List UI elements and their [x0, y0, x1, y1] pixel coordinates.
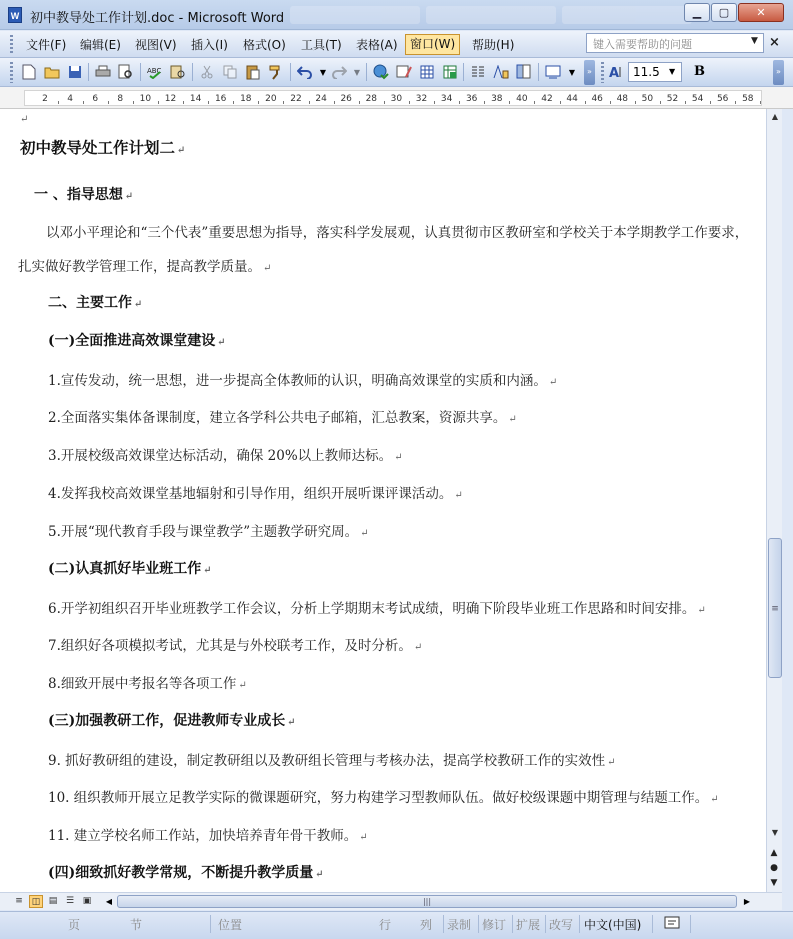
- list-item: 8.细致开展中考报名等各项工作 ↵: [48, 676, 247, 692]
- new-document-icon[interactable]: [20, 63, 38, 81]
- scroll-right-arrow[interactable]: ▶: [743, 897, 751, 906]
- ruler-tick: [309, 101, 310, 104]
- status-separator: [443, 915, 444, 933]
- print-preview-icon[interactable]: [117, 63, 135, 81]
- ruler-tick: [283, 101, 284, 104]
- menu-view[interactable]: 视图(V): [135, 38, 177, 52]
- font-style-icon[interactable]: [608, 63, 626, 81]
- normal-view-icon[interactable]: ≡: [15, 896, 23, 906]
- ruler-tick: [760, 101, 761, 104]
- toolbar-separator: [88, 63, 89, 81]
- status-separator: [478, 915, 479, 933]
- status-ext[interactable]: 扩展: [516, 918, 541, 932]
- ruler-number: 14: [189, 94, 202, 104]
- toolbar-separator: [140, 63, 141, 81]
- ruler-number: 24: [315, 94, 327, 104]
- scroll-left-arrow[interactable]: ◀: [105, 897, 113, 906]
- ruler-number: 2: [42, 94, 48, 104]
- bold-button[interactable]: B: [694, 64, 705, 79]
- outline-view-icon[interactable]: ☰: [65, 896, 75, 906]
- ruler-number: 56: [716, 94, 729, 104]
- browse-object-icon[interactable]: ●: [770, 863, 778, 873]
- tables-borders-icon[interactable]: [395, 63, 413, 81]
- ruler-number: 42: [541, 94, 553, 104]
- undo-icon[interactable]: [296, 63, 314, 81]
- ruler-tick: [183, 101, 184, 104]
- menu-format[interactable]: 格式(O): [243, 38, 286, 52]
- document-title: 初中教导处工作计划二 ↵: [20, 138, 186, 157]
- menu-window[interactable]: 窗口(W): [405, 34, 460, 55]
- cut-icon[interactable]: [198, 63, 216, 81]
- ruler-tick: [258, 101, 259, 104]
- toolbar-separator: [538, 63, 539, 81]
- insert-excel-icon[interactable]: [441, 63, 459, 81]
- ruler-tick: [384, 101, 385, 104]
- heading-guiding-thought: 一 、指导思想 ↵: [34, 187, 134, 203]
- ruler-tick: [660, 101, 661, 104]
- status-line: 行: [379, 918, 392, 932]
- grip-handle-icon[interactable]: [10, 35, 13, 55]
- ruler-tick: [233, 101, 234, 104]
- next-page-icon[interactable]: ▼: [770, 878, 778, 888]
- toolbar-options-chevron[interactable]: »: [773, 60, 784, 85]
- insert-table-icon[interactable]: [418, 63, 436, 81]
- ruler-tick: [208, 101, 209, 104]
- ruler-number: 46: [591, 94, 603, 104]
- format-painter-icon[interactable]: [267, 63, 285, 81]
- background-windows: [290, 6, 692, 24]
- ruler-number: 54: [691, 94, 704, 104]
- word-app-icon[interactable]: W: [8, 7, 22, 23]
- menu-tools[interactable]: 工具(T): [301, 38, 342, 52]
- ruler-number: 40: [516, 94, 528, 104]
- status-column: 列: [420, 918, 433, 932]
- document-close-button[interactable]: ×: [769, 35, 780, 50]
- ruler-tick: [434, 101, 435, 104]
- blurred-taskbar-item: [562, 6, 692, 24]
- toolbar-separator: [290, 63, 291, 81]
- ruler-number: 10: [139, 94, 152, 104]
- ruler-number: 44: [566, 94, 578, 104]
- svg-text:ABC: ABC: [147, 67, 162, 75]
- horizontal-scrollbar[interactable]: [103, 895, 753, 908]
- status-page: 页: [68, 918, 81, 932]
- scroll-down-arrow[interactable]: ▼: [771, 828, 779, 837]
- ruler-tick: [459, 101, 460, 104]
- ruler-number: 8: [117, 94, 124, 104]
- spelling-icon[interactable]: [146, 63, 164, 81]
- menu-help[interactable]: 帮助(H): [472, 38, 515, 52]
- spelling-status-icon[interactable]: [664, 915, 682, 934]
- redo-icon[interactable]: [330, 63, 348, 81]
- ruler-tick: [735, 101, 736, 104]
- status-section: 节: [130, 918, 143, 932]
- maximize-button[interactable]: ▢: [711, 3, 737, 22]
- ruler-tick: [409, 101, 410, 104]
- status-separator: [652, 915, 653, 933]
- horizontal-ruler[interactable]: [0, 87, 793, 109]
- ruler-number: 26: [340, 94, 352, 104]
- help-search-input[interactable]: 键入需要帮助的问题: [586, 33, 764, 53]
- ruler-tick: [133, 101, 134, 104]
- list-item: 6.开学初组织召开毕业班教学工作会议，分析上学期期末考试成绩，明确下阶段毕业班工作思路和时间安排。 ↵: [48, 601, 706, 617]
- ruler-number: 22: [290, 94, 302, 104]
- menu-edit[interactable]: 编辑(E): [80, 38, 121, 52]
- vertical-scrollbar[interactable]: [766, 109, 782, 892]
- ruler-tick: [158, 101, 159, 104]
- web-layout-icon[interactable]: ◫: [29, 895, 43, 908]
- save-icon[interactable]: [66, 63, 84, 81]
- document-map-icon[interactable]: [515, 63, 533, 81]
- title-bar: [0, 0, 793, 30]
- font-size-input[interactable]: 11.5: [628, 62, 682, 82]
- menu-insert[interactable]: 插入(I): [191, 38, 228, 52]
- scroll-thumb[interactable]: ≡: [768, 538, 782, 678]
- reading-view-icon[interactable]: ▣: [82, 896, 92, 906]
- status-trk[interactable]: 修订: [482, 918, 507, 932]
- ruler-tick: [635, 101, 636, 104]
- subheading-3: (三)加强教研工作，促进教师专业成长 ↵: [48, 713, 296, 729]
- status-rec[interactable]: 录制: [447, 918, 472, 932]
- ruler-number: 48: [616, 94, 629, 104]
- status-separator: [690, 915, 691, 933]
- paste-icon[interactable]: [244, 63, 262, 81]
- read-mode-icon[interactable]: [544, 63, 562, 81]
- toolbar-separator: [192, 63, 193, 81]
- hyperlink-icon[interactable]: [372, 63, 390, 81]
- chevron-down-icon[interactable]: ▼: [353, 67, 361, 77]
- columns-icon[interactable]: [469, 63, 487, 81]
- ruler-number: 32: [415, 94, 428, 104]
- toolbar-separator: [366, 63, 367, 81]
- close-button[interactable]: ✕: [738, 3, 784, 22]
- chevron-down-icon[interactable]: ▼: [568, 67, 576, 77]
- svg-text:A: A: [609, 66, 620, 79]
- ruler-number: 58: [742, 94, 754, 104]
- ruler-tick: [334, 101, 335, 104]
- ruler-number: 16: [214, 94, 227, 104]
- ruler-tick: [359, 101, 360, 104]
- chevron-down-icon[interactable]: ▼: [319, 67, 327, 77]
- subheading-2: (二)认真抓好毕业班工作 ↵: [48, 561, 212, 577]
- print-icon[interactable]: [94, 63, 112, 81]
- list-item: 5.开展“现代教育手段与课堂教学”主题教学研究周。 ↵: [48, 524, 369, 540]
- chevron-down-icon[interactable]: ▼: [751, 36, 758, 46]
- blurred-taskbar-item: [290, 6, 420, 24]
- list-item: 4.发挥我校高效课堂基地辐射和引导作用，组织开展听课评课活动。 ↵: [48, 486, 463, 502]
- menu-file[interactable]: 文件(F): [26, 38, 67, 52]
- ruler-tick: [560, 101, 561, 104]
- document-page[interactable]: [0, 109, 766, 892]
- ruler-number: 18: [240, 94, 252, 104]
- status-separator: [210, 915, 211, 933]
- status-separator: [545, 915, 546, 933]
- status-bar: [0, 911, 793, 939]
- grip-handle-icon[interactable]: [10, 62, 13, 83]
- previous-page-icon[interactable]: ▲: [770, 848, 778, 858]
- ruler-tick: [58, 101, 59, 104]
- ruler-number: 12: [164, 94, 177, 104]
- copy-icon[interactable]: [221, 63, 239, 81]
- ruler-number: 6: [92, 94, 99, 104]
- window-title: 初中教导处工作计划.doc - Microsoft Word: [30, 11, 285, 26]
- ruler-number: 38: [491, 94, 503, 104]
- scroll-up-arrow[interactable]: ▲: [771, 112, 779, 121]
- status-ovr[interactable]: 改写: [549, 918, 574, 932]
- ruler-number: 20: [265, 94, 277, 104]
- body-paragraph-cont: 扎实做好教学管理工作，提高教学质量。 ↵: [18, 259, 272, 275]
- toolbar-separator: [463, 63, 464, 81]
- ruler-number: 52: [666, 94, 679, 104]
- ruler-tick: [108, 101, 109, 104]
- body-paragraph: 以邓小平理论和“三个代表”重要思想为指导，落实科学发展观，认真贯彻市区教研室和学校关于本学期教学工作要求，: [46, 225, 749, 241]
- list-item: 9. 抓好教研组的建设，制定教研组以及教研组长管理与考核办法，提高学校教研工作的实效性 ↵: [48, 753, 616, 769]
- ruler-tick: [610, 101, 611, 104]
- chevron-down-icon[interactable]: ▼: [669, 67, 676, 76]
- print-layout-icon[interactable]: ▤: [48, 896, 58, 906]
- heading-main-work: 二、主要工作 ↵: [48, 295, 143, 311]
- status-separator: [512, 915, 513, 933]
- ruler-tick: [585, 101, 586, 104]
- ruler-number: 50: [641, 94, 654, 104]
- list-item: 11. 建立学校名师工作站，加快培养青年骨干教师。 ↵: [48, 828, 368, 844]
- paragraph-mark: ↵: [20, 114, 29, 125]
- grip-handle-icon[interactable]: [601, 62, 604, 83]
- research-icon[interactable]: [169, 63, 187, 81]
- ruler-scale[interactable]: [24, 90, 762, 106]
- status-language[interactable]: 中文(中国): [584, 918, 642, 932]
- list-item: 3.开展校级高效课堂达标活动，确保 20%以上教师达标。 ↵: [48, 448, 403, 464]
- ruler-tick: [685, 101, 686, 104]
- subheading-1: (一)全面推进高效课堂建设 ↵: [48, 333, 226, 349]
- ruler-tick: [83, 101, 84, 104]
- horizontal-scroll-area: [0, 892, 782, 910]
- ruler-number: 34: [440, 94, 453, 104]
- blurred-taskbar-item: [426, 6, 556, 24]
- subheading-4: (四)细致抓好教学常规，不断提升教学质量 ↵: [48, 865, 324, 881]
- ruler-number: 30: [390, 94, 403, 104]
- open-folder-icon[interactable]: [43, 63, 61, 81]
- ruler-number: 36: [465, 94, 478, 104]
- ruler-tick: [710, 101, 711, 104]
- ruler-number: 4: [67, 94, 73, 104]
- horizontal-scroll-thumb[interactable]: |||: [117, 895, 737, 908]
- ruler-tick: [484, 101, 485, 104]
- list-item: 7.组织好各项模拟考试，尤其是与外校联考工作，及时分析。 ↵: [48, 638, 423, 654]
- minimize-button[interactable]: ▁: [684, 3, 710, 22]
- list-item: 10. 组织教师开展立足教学实际的微课题研究，努力构建学习型教师队伍。做好校级课题中期管理与结题工作。 ↵: [48, 790, 719, 806]
- list-item: 1.宣传发动，统一思想，进一步提高全体教师的认识，明确高效课堂的实质和内涵。 ↵: [48, 373, 558, 389]
- ruler-number: 28: [365, 94, 378, 104]
- status-separator: [579, 915, 580, 933]
- toolbar-options-chevron[interactable]: »: [584, 60, 595, 85]
- drawing-icon[interactable]: [492, 63, 510, 81]
- ruler-tick: [534, 101, 535, 104]
- menu-table[interactable]: 表格(A): [356, 38, 398, 52]
- status-position: 位置: [218, 918, 243, 932]
- list-item: 2.全面落实集体备课制度，建立各学科公共电子邮箱，汇总教案，资源共享。 ↵: [48, 410, 517, 426]
- ruler-tick: [509, 101, 510, 104]
